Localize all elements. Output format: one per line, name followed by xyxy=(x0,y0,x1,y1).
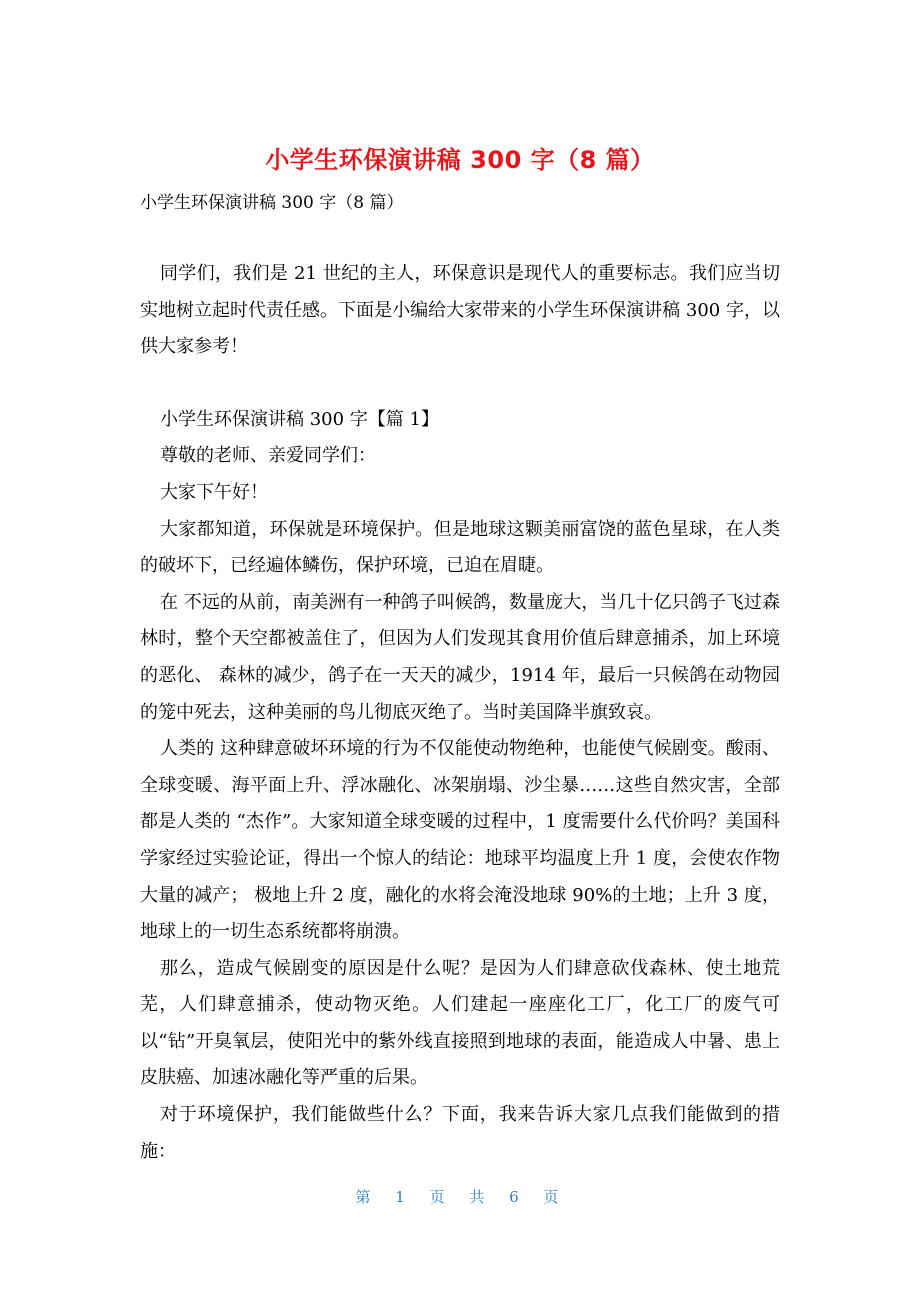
section-heading: 小学生环保演讲稿 300 字【篇 1】 xyxy=(160,408,439,430)
document-body xyxy=(140,256,780,1170)
body-paragraph: 大家都知道，环保就是环境保护。但是地球这颗美丽富饶的蓝色星球，在人类的破坏下，已经遍体鳞伤，保护环境，已迫在眉睫。 xyxy=(140,518,780,577)
document-title: 小学生环保演讲稿 300 字（8 篇） xyxy=(265,146,655,174)
body-paragraph: 那么，造成气候剧变的原因是什么呢？是因为人们肆意砍伐森林、使土地荒芜，人们肆意捕杀，使动物灭绝。人们建起一座座化工厂，化工厂的废气可以“钻”开臭氧层，使阳光中的紫外线直接照到地球的表面，能造成人中暑、患上皮肤癌、加速冰融化等严重的后果。 xyxy=(140,957,780,1089)
body-paragraph: 在 不远的从前，南美洲有一种鸽子叫候鸽，数量庞大，当几十亿只鸽子飞过森林时，整个天空都被盖住了，但因为人们发现其食用价值后肆意捕杀，加上环境的恶化、 森林的减少，鸽子在一天天的减少，1914 年，最后一只候鸽在动物园的笼中死去，这种美丽的鸟儿彻底灭绝了。当时美国降半旗致哀。 xyxy=(140,591,780,723)
document-subtitle: 小学生环保演讲稿 300 字（8 篇） xyxy=(140,193,404,213)
page-number-footer: 第 1 页 共 6 页 xyxy=(355,1188,565,1206)
body-paragraph: 对于环境保护，我们能做些什么？下面，我来告诉大家几点我们能做到的措施： xyxy=(140,1104,780,1162)
body-paragraph: 人类的 这种肆意破坏环境的行为不仅能使动物绝种，也能使气候剧变。酸雨、全球变暖、海平面上升、浮冰融化、冰架崩塌、沙尘暴……这些自然灾害，全部都是人类的 “杰作”。大家知道全球变暖的过程中，1 度需要什么代价吗？美国科学家经过实验论证，得出一个惊人的结论：地球平均温度上升 1 度，会使农作物大量的减产； 极地上升 2 度，融化的水将会淹没地球 90%的土地；上升 3 度，地球上的一切生态系统都将崩溃。 xyxy=(140,738,780,943)
greeting-line: 尊敬的老师、亲爱同学们： xyxy=(160,445,376,467)
intro-paragraph: 同学们，我们是 21 世纪的主人，环保意识是现代人的重要标志。我们应当切实地树立起时代责任感。下面是小编给大家带来的小学生环保演讲稿 300 字，以供大家参考！ xyxy=(140,263,780,358)
salutation-line: 大家下午好！ xyxy=(160,481,268,503)
paragraph-gap xyxy=(140,366,780,402)
